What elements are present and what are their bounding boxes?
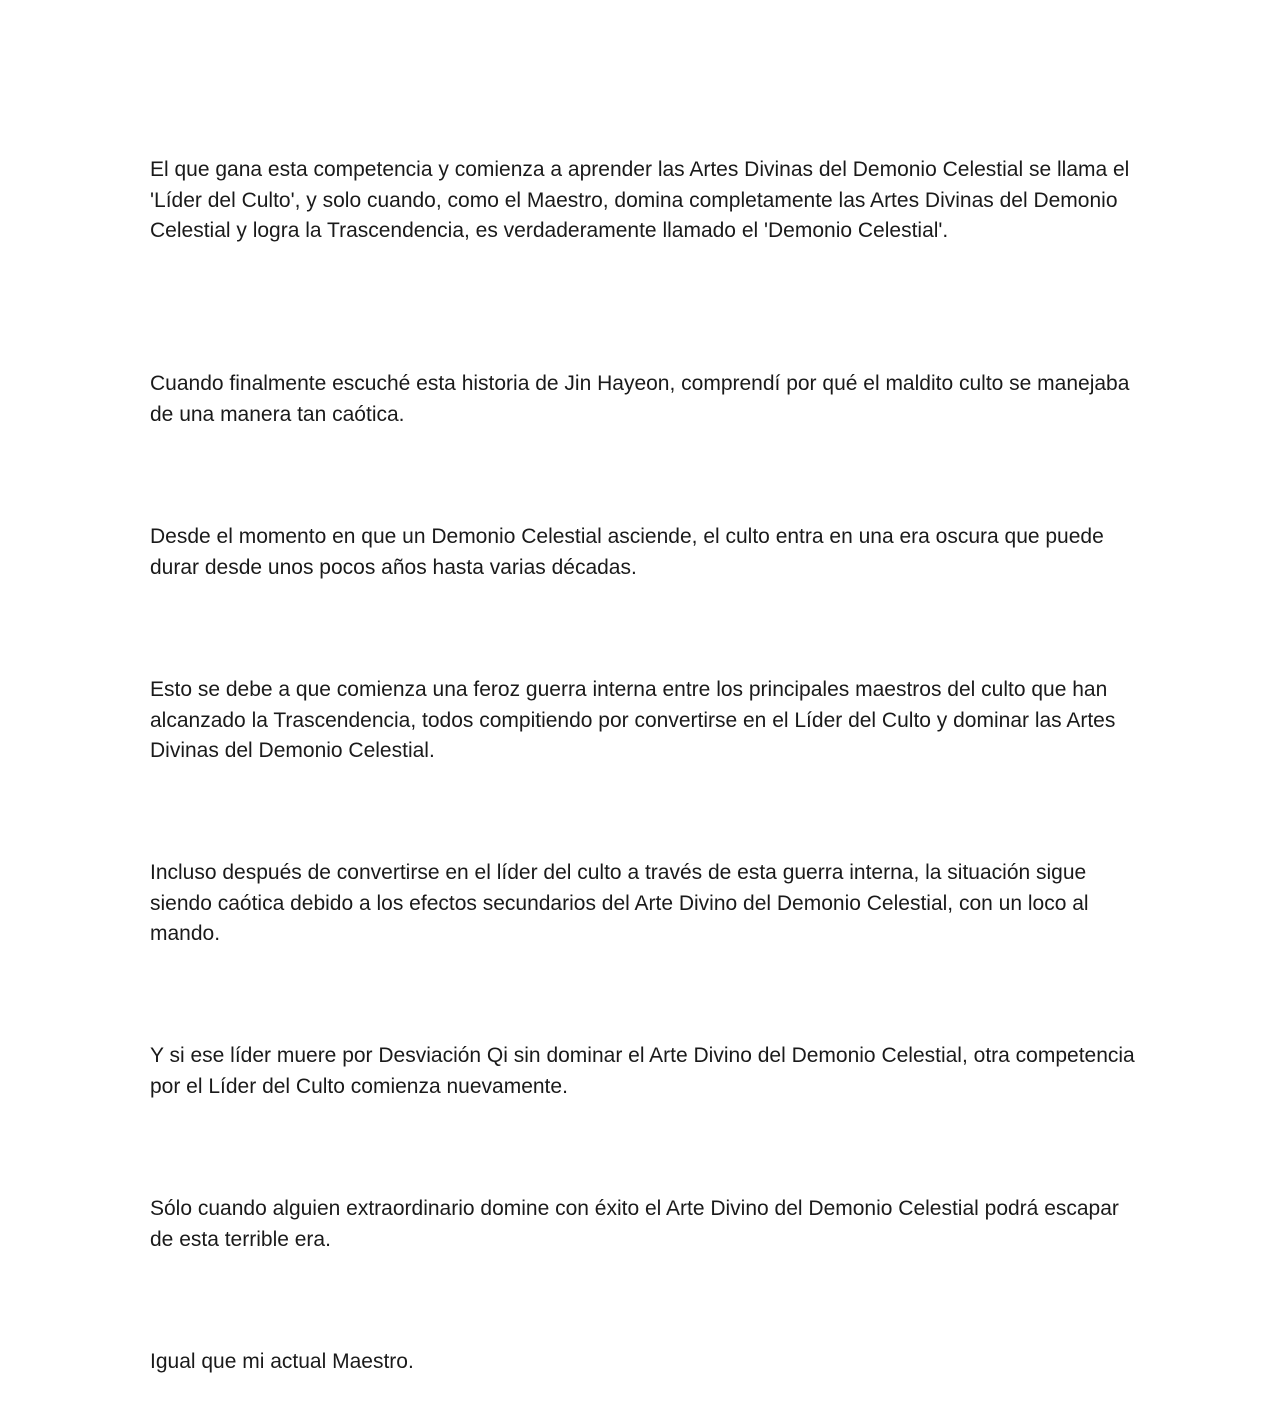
paragraph-1: El que gana esta competencia y comienza a aprender las Artes Divinas del Demonio Celestial se llama el 'Líder del Culto', y solo cuando, como el Maestro, domina completamente las Artes Divinas del Demonio Celestial y logra la Trascendencia, es verdaderamente llamado el 'Demonio Celestial'.	[150, 158, 1130, 242]
paragraph-2: Cuando finalmente escuché esta historia de Jin Hayeon, comprendí por qué el maldito culto se manejaba de una manera tan caótica.	[150, 372, 1130, 426]
paragraph-6: Y si ese líder muere por Desviación Qi sin dominar el Arte Divino del Demonio Celestial, otra competencia por el Líder del Culto comienza nuevamente.	[150, 1044, 1135, 1098]
paragraph-4: Esto se debe a que comienza una feroz guerra interna entre los principales maestros del culto que han alcanzado la Trascendencia, todos compitiendo por convertirse en el Líder del Culto y dominar las Artes Divinas del Demonio Celestial.	[150, 678, 1116, 762]
paragraph-7: Sólo cuando alguien extraordinario domine con éxito el Arte Divino del Demonio Celestial podrá escapar de esta terrible era.	[150, 1197, 1119, 1251]
paragraph-3: Desde el momento en que un Demonio Celestial asciende, el culto entra en una era oscura que puede durar desde unos pocos años hasta varias décadas.	[150, 525, 1104, 579]
paragraph-8: Igual que mi actual Maestro.	[150, 1350, 414, 1373]
paragraph-5: Incluso después de convertirse en el líder del culto a través de esta guerra interna, la situación sigue siendo caótica debido a los efectos secundarios del Arte Divino del Demonio Celestial, con un loco al mando.	[150, 861, 1089, 945]
